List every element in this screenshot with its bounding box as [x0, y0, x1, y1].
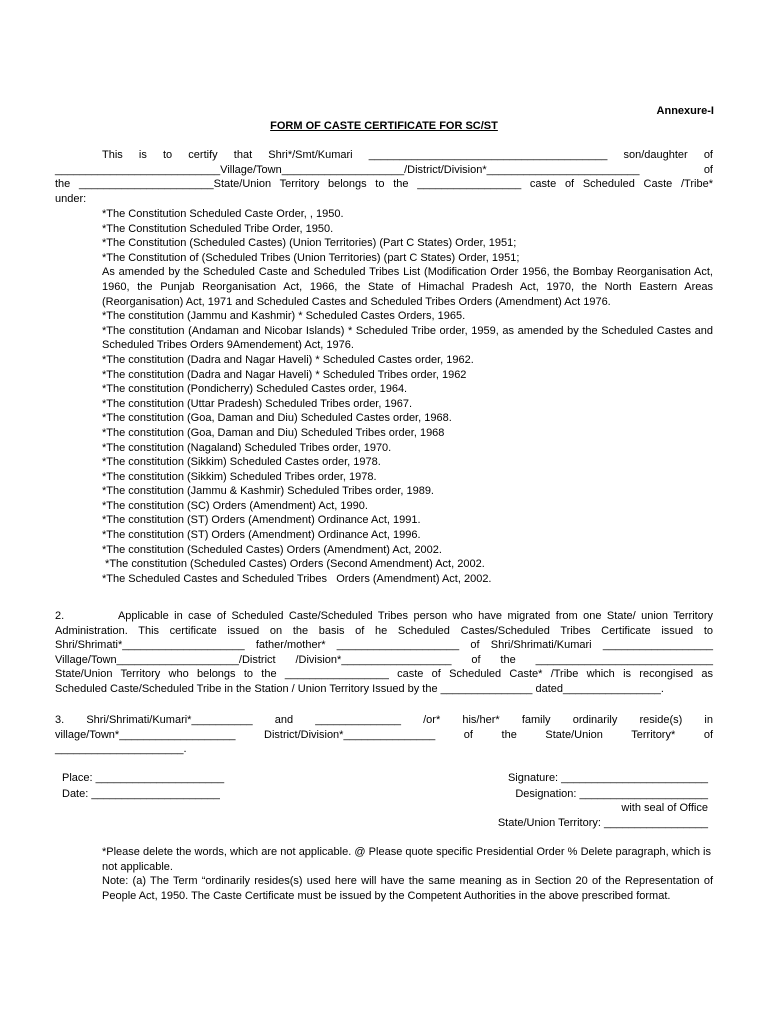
para3-line: _____________________.: [55, 743, 187, 756]
notes-block: [102, 845, 713, 903]
para3-line: 3. Shri/Shrimati/Kumari*__________ and ______________ /or* his/her* family ordinarily reside(s) in: [55, 714, 713, 726]
delete-note: *Please delete the words, which are not applicable. @ Please quote specific Presidential Order % Delete paragraph, which is not applicable.: [102, 846, 711, 873]
orders-list: [102, 207, 713, 586]
order-item: *The constitution (Sikkim) Scheduled Castes order, 1978.: [102, 456, 381, 469]
order-item: *The constitution (Dadra and Nagar Haveli) * Scheduled Tribes order, 1962: [102, 368, 467, 381]
order-item: *The constitution (Jammu and Kashmir) * Scheduled Castes Orders, 1965.: [102, 310, 466, 323]
para3-line: village/Town*___________________ District/Division*_______________ of the State/Union Territory* of: [55, 728, 713, 741]
form-title: FORM OF CASTE CERTIFICATE FOR SC/ST: [270, 120, 498, 132]
order-item: *The constitution (Dadra and Nagar Haveli) * Scheduled Castes order, 1962.: [102, 353, 474, 366]
residence-paragraph: [55, 713, 713, 757]
order-item: *The constitution (Andaman and Nicobar Islands) * Scheduled Tribe order, 1959, as amended by the Scheduled Castes and Scheduled Tribes Orders 9Amendement) Act, 1976.: [102, 324, 713, 352]
order-item: *The Constitution Scheduled Tribe Order, 1950.: [102, 222, 334, 235]
order-item: *The constitution (Scheduled Castes) Orders (Amendment) Act, 2002.: [102, 543, 442, 556]
para2-line: Village/Town____________________/District /Division*__________________ of the _____________________________: [55, 653, 713, 666]
order-item: *The constitution (Goa, Daman and Diu) Scheduled Castes order, 1968.: [102, 412, 452, 425]
order-item: *The constitution (Sikkim) Scheduled Tribes order, 1978.: [102, 470, 377, 483]
migration-paragraph: [55, 609, 713, 697]
designation-field: Designation: _____________________: [515, 787, 708, 800]
order-item: *The constitution (Pondicherry) Scheduled Castes order, 1964.: [102, 383, 408, 396]
order-item: As amended by the Scheduled Caste and Scheduled Tribes List (Modification Order 1956, the Bombay Reorganisation Act, 1960, the Punjab Reorganisation Act, 1966, the State of Himachal Pradesh Act, 1970, the North Eastern Areas (Reorganisation) Act, 1971 and Scheduled Castes and Scheduled Tribes Orders (Amendment) Act 1976.: [102, 266, 713, 308]
para1-line: under:: [55, 192, 87, 205]
order-item: *The constitution (Nagaland) Scheduled Tribes order, 1970.: [102, 441, 392, 454]
para2-line: 2. Applicable in case of Scheduled Caste/Scheduled Tribes person who have migrated from one State/ union Territory: [55, 610, 713, 622]
signature-field: Signature: ________________________: [507, 772, 708, 784]
order-item: *The constitution (Goa, Daman and Diu) Scheduled Tribes order, 1968: [102, 426, 445, 439]
para1-line: ___________________________Village/Town____________________/District/Division*_________________________ of: [55, 163, 713, 176]
para2-line: Administration. This certificate issued on the basis of he Scheduled Castes/Scheduled Tribes Certificate issued to: [55, 624, 713, 637]
order-item: *The constitution (Uttar Pradesh) Scheduled Tribes order, 1967.: [102, 397, 413, 410]
signature-block: [478, 771, 708, 830]
order-item: *The Scheduled Castes and Scheduled Tribes Orders (Amendment) Act, 2002.: [102, 572, 492, 585]
order-item: *The constitution (ST) Orders (Amendment) Ordinance Act, 1991.: [102, 514, 421, 527]
certification-paragraph: [55, 148, 713, 206]
annexure-label: Annexure-I: [656, 105, 714, 117]
order-item: *The Constitution of (Scheduled Tribes (Union Territories) (part C States) Order, 1951;: [102, 251, 520, 264]
para1-line: the ______________________State/Union Territory belongs to the _________________ caste of Scheduled Caste /Tribe*: [55, 178, 713, 191]
order-item: *The Constitution (Scheduled Castes) (Union Territories) (Part C States) Order, 1951;: [102, 237, 517, 250]
state-territory-field: State/Union Territory: _________________: [497, 816, 708, 829]
seal-label: with seal of Office: [621, 802, 708, 815]
order-item: *The Constitution Scheduled Caste Order, , 1950.: [102, 208, 344, 220]
para2-line: Scheduled Caste/Scheduled Tribe in the Station / Union Territory Issued by the _______________ dated________________.: [55, 682, 664, 695]
order-item: *The constitution (Jammu & Kashmir) Scheduled Tribes order, 1989.: [102, 485, 434, 498]
place-date-block: [62, 771, 224, 801]
order-item: *The constitution (Scheduled Castes) Orders (Second Amendment) Act, 2002.: [102, 558, 485, 571]
para1-line: This is to certify that Shri*/Smt/Kumari _______________________________________ son/daughter of: [102, 149, 713, 161]
date-field: Date: _____________________: [62, 787, 220, 800]
order-item: *The constitution (ST) Orders (Amendment) Ordinance Act, 1996.: [102, 529, 421, 542]
order-item: *The constitution (SC) Orders (Amendment) Act, 1990.: [102, 499, 368, 512]
place-field: Place: _____________________: [62, 772, 225, 784]
para2-line: Shri/Shrimati*____________________ father/mother* ____________________ of Shri/Shrimati/Kumari __________________: [55, 639, 713, 652]
residence-note: Note: (a) The Term “ordinarily resides(s) used here will have the same meaning as in Section 20 of the Representation of People Act, 1950. The Caste Certificate must be issued by the Competent Authorities in the above prescribed format.: [102, 875, 713, 902]
para2-line: State/Union Territory who belongs to the _________________ caste of Scheduled Caste* /Tribe which is recongised as: [55, 668, 713, 681]
